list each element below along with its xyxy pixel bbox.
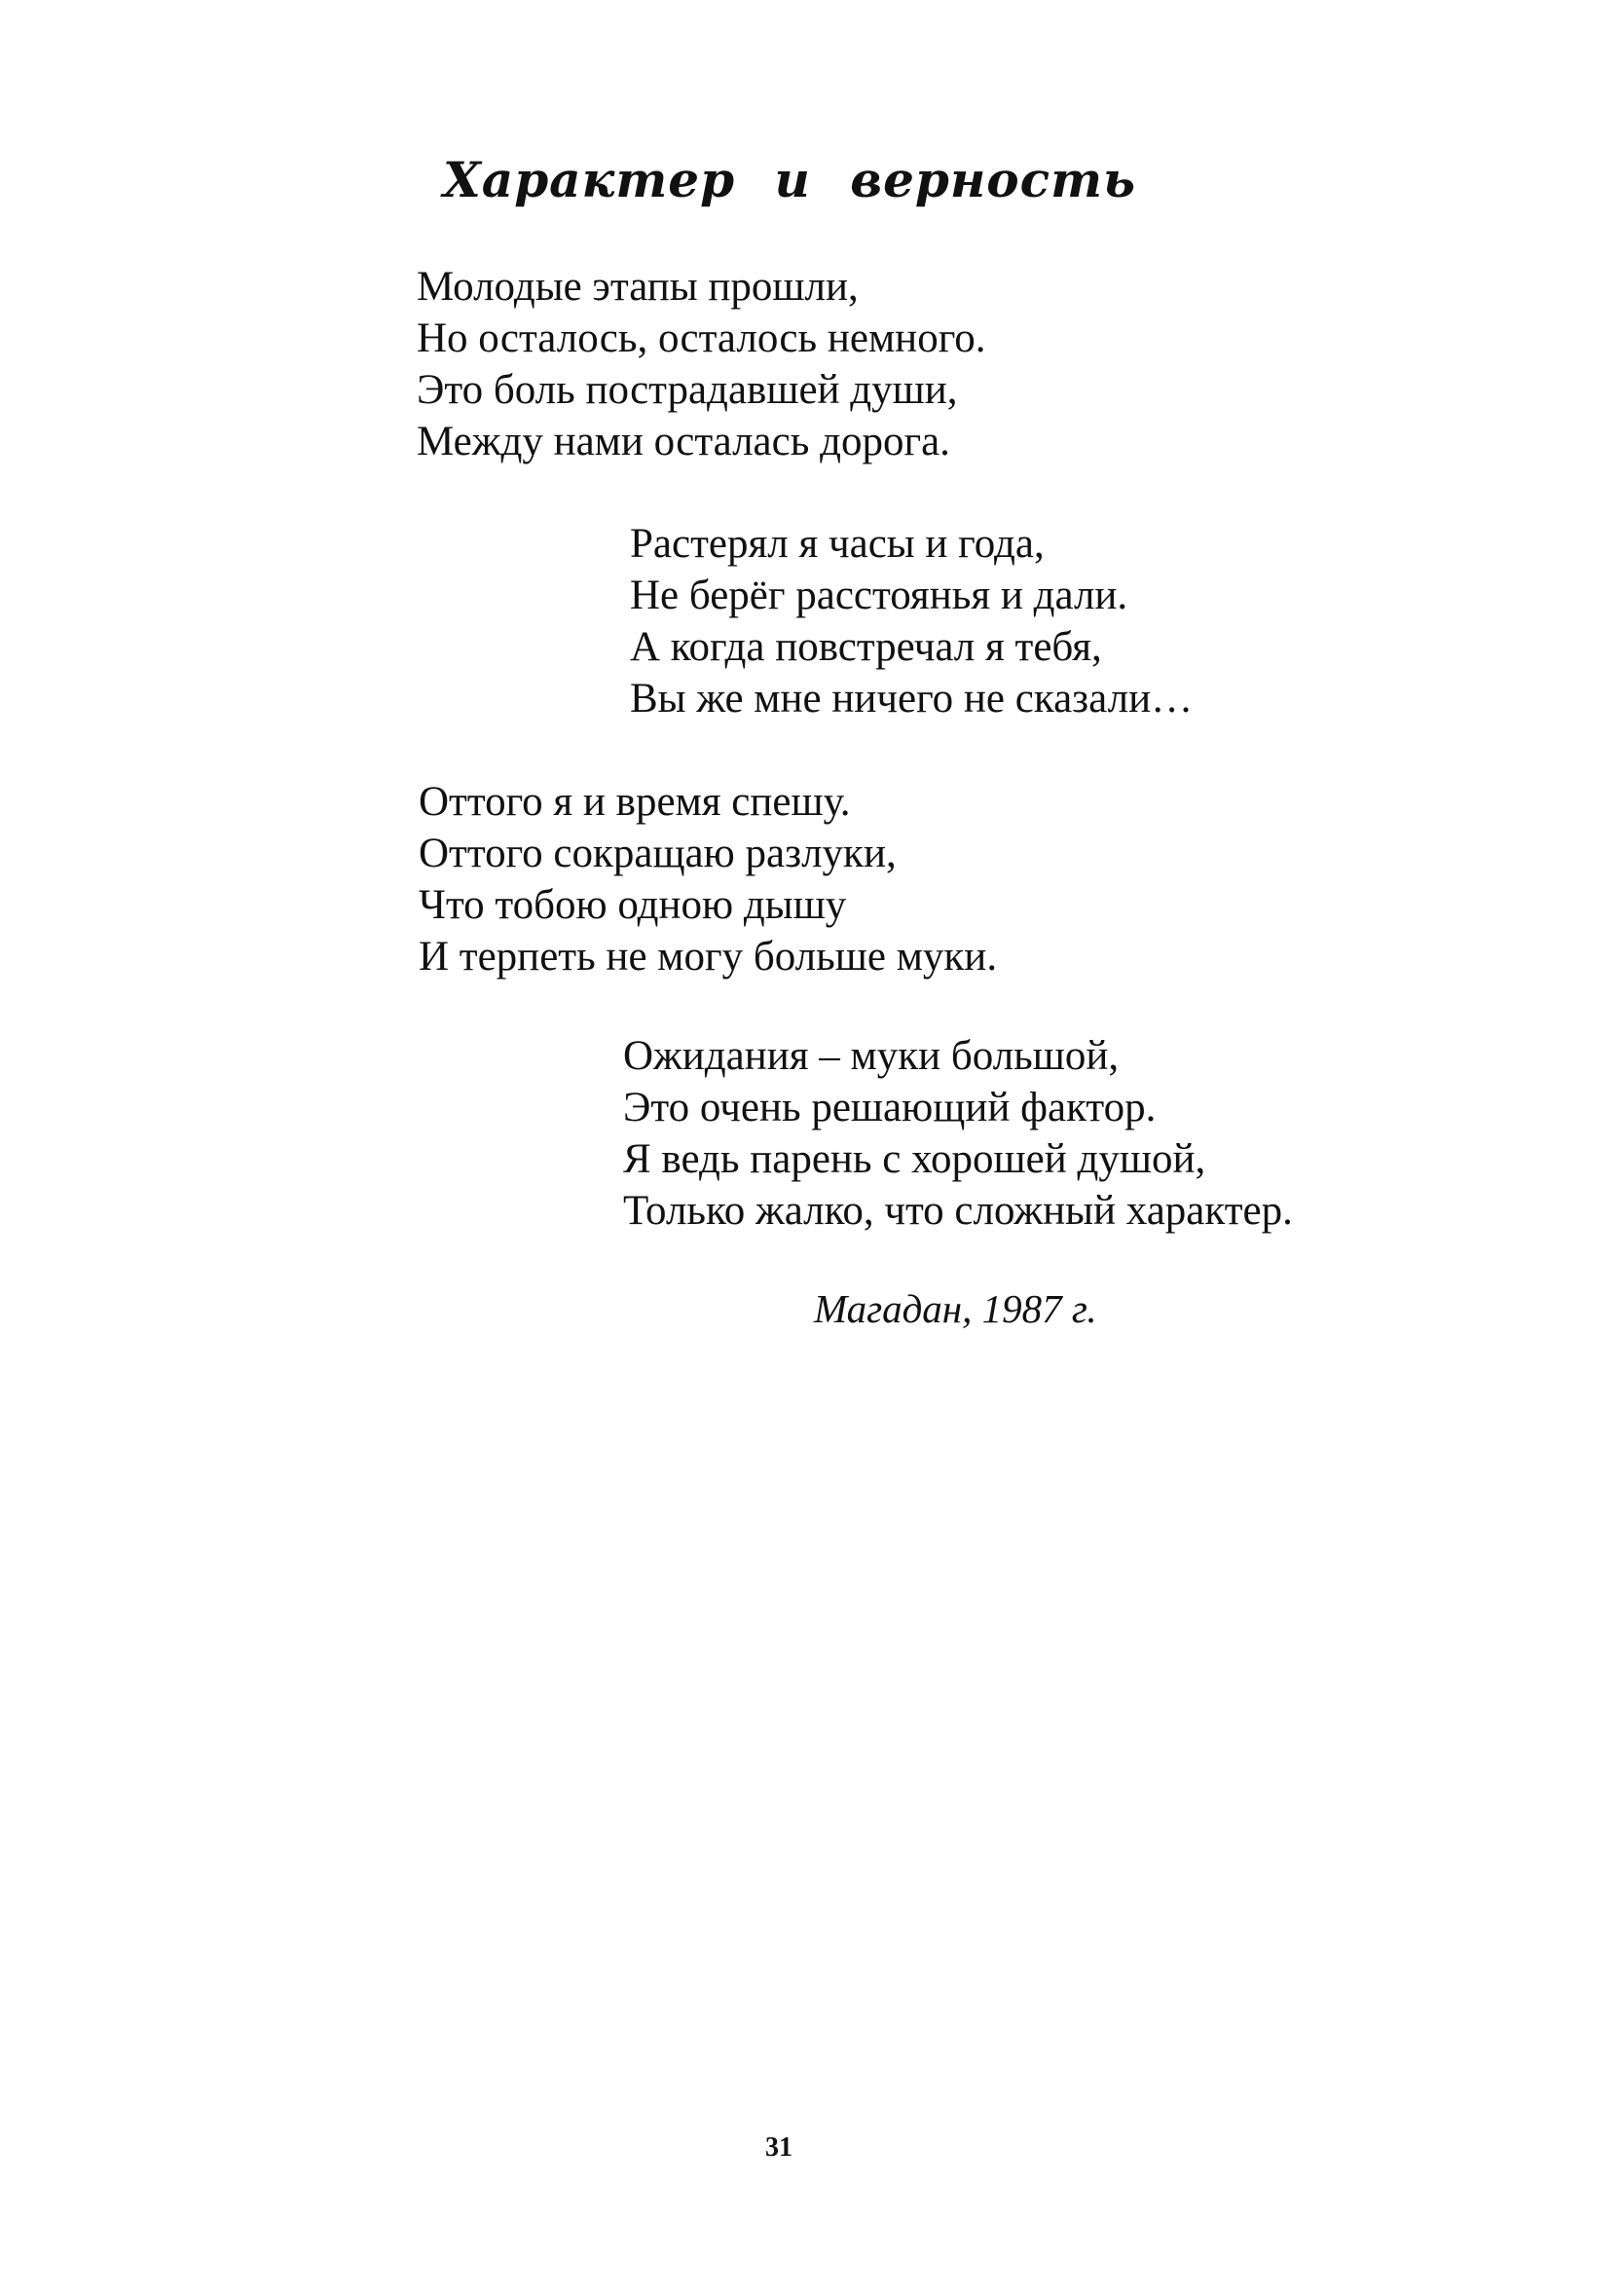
stanza <box>623 1030 1293 1237</box>
verse-line: Растерял я часы и года, <box>630 521 1045 567</box>
stanza <box>417 261 986 467</box>
verse-line: Вы же мне ничего не сказали… <box>630 676 1194 722</box>
verse-line: Это боль пострадавшей души, <box>417 367 958 413</box>
verse-line: Не берёг расстоянья и дали. <box>630 573 1128 618</box>
verse-line: Между нами осталась дорога. <box>417 419 950 464</box>
verse-line: Молодые этапы прошли, <box>417 264 859 310</box>
verse-line: Оттого я и время спешу. <box>419 779 851 825</box>
verse-line: А когда повстречал я тебя, <box>630 624 1102 670</box>
page-number: 31 <box>765 2132 792 2163</box>
verse-line: Это очень решающий фактор. <box>623 1085 1157 1130</box>
stanza <box>419 776 997 982</box>
stanza <box>630 518 1193 724</box>
verse-line: Но осталось, осталось немного. <box>417 315 986 361</box>
place-date-signature: Магадан, 1987 г. <box>814 1286 1097 1331</box>
verse-line: И терпеть не могу больше муки. <box>419 934 998 980</box>
verse-line: Ожидания – муки большой, <box>623 1033 1120 1079</box>
verse-line: Оттого сокращаю разлуки, <box>419 831 897 876</box>
verse-line: Что тобою одною дышу <box>419 882 847 928</box>
poem-title: Характер и верность <box>443 151 1136 208</box>
verse-line: Я ведь парень с хорошей душой, <box>623 1136 1206 1182</box>
verse-line: Только жалко, что сложный характер. <box>623 1188 1293 1234</box>
